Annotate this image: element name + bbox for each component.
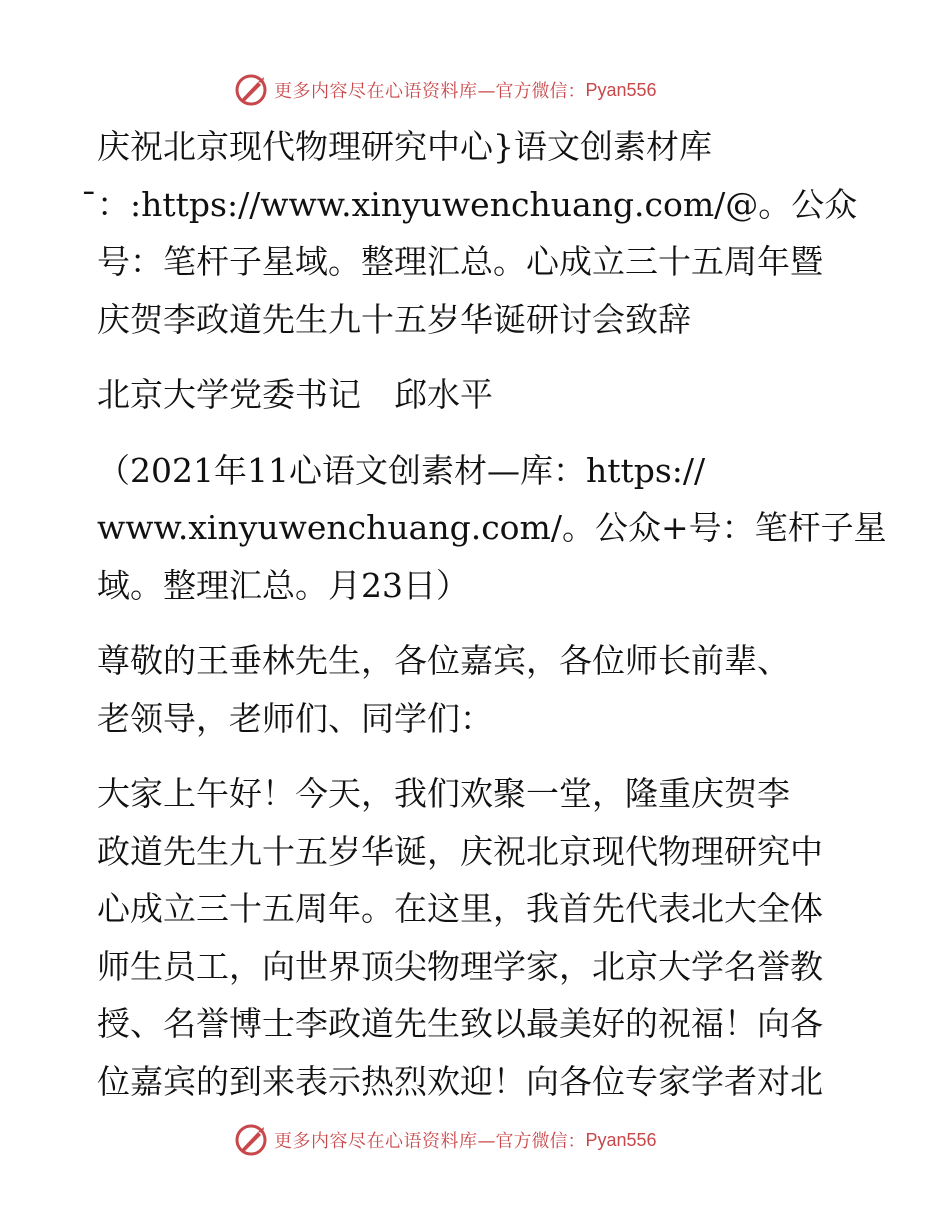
body-line: ̄：:https://www.xinyuwenchuang.com/@。公众 bbox=[97, 184, 858, 224]
document-body bbox=[97, 118, 887, 1110]
body-line: 政道先生九十五岁华诞，庆祝北京现代物理研究中 bbox=[97, 831, 823, 871]
body-line: www.xinyuwenchuang.com/。公众+号：笔杆子星 bbox=[97, 508, 887, 547]
body-line: 域。整理汇总。月23日） bbox=[97, 565, 469, 605]
body-line: （2021年11心语文创素材—库：https:// bbox=[97, 450, 706, 490]
body-line: 号：笔杆子星域。整理汇总。心成立三十五周年暨 bbox=[97, 242, 823, 281]
body-line: 授、名誉博士李政道先生致以最美好的祝福！向各 bbox=[97, 1004, 823, 1043]
watermark-separator: —官方微信： bbox=[477, 81, 586, 102]
body-line: 庆祝北京现代物理研究中心}语文创素材库 bbox=[97, 127, 712, 166]
paragraph-gap bbox=[97, 747, 857, 765]
author-line: 北京大学党委书记 邱水平 bbox=[97, 375, 493, 414]
paragraph-gap bbox=[97, 614, 857, 632]
paragraph-gap bbox=[97, 348, 857, 366]
body-line: 庆贺李政道先生九十五岁华诞研讨会致辞 bbox=[97, 299, 691, 339]
body-line: 大家上午好！今天，我们欢聚一堂，隆重庆贺李 bbox=[97, 774, 790, 813]
quill-logo-icon bbox=[234, 1123, 268, 1157]
body-line: 老领导，老师们、同学们： bbox=[97, 698, 493, 738]
body-line: 尊敬的王垂林先生，各位嘉宾，各位师长前辈、 bbox=[97, 641, 790, 680]
body-line: 师生员工，向世界顶尖物理学家，北京大学名誉教 bbox=[97, 946, 823, 986]
watermark-text: 更多内容尽在心语资料库 bbox=[274, 81, 478, 102]
body-line: 心成立三十五周年。在这里，我首先代表北大全体 bbox=[97, 889, 823, 928]
watermark-wechat-id: Pyan556 bbox=[585, 79, 657, 100]
paragraph-gap bbox=[97, 424, 857, 442]
watermark-banner-bottom bbox=[234, 1122, 657, 1158]
watermark-wechat-id: Pyan556 bbox=[585, 1129, 657, 1150]
quill-logo-icon bbox=[234, 73, 268, 107]
watermark-banner-top bbox=[234, 72, 657, 108]
watermark-text: 更多内容尽在心语资料库 bbox=[274, 1131, 478, 1152]
watermark-separator: —官方微信： bbox=[477, 1131, 586, 1152]
body-line: 位嘉宾的到来表示热烈欢迎！向各位专家学者对北 bbox=[97, 1061, 823, 1101]
